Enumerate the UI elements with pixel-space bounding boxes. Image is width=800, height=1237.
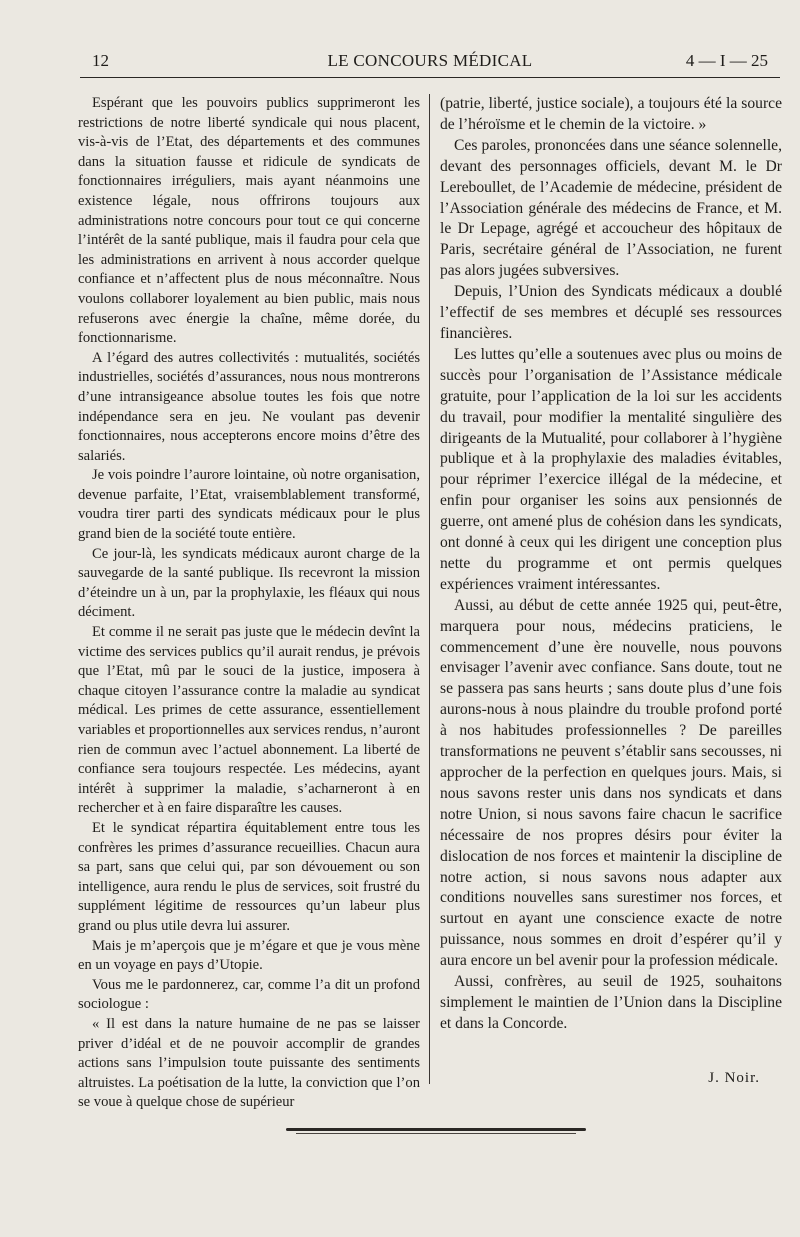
paragraph: Vous me le pardonnerez, car, comme l’a dit un profond sociologue : — [78, 976, 420, 1013]
closing-rule-thin — [296, 1133, 576, 1134]
running-head — [92, 50, 768, 72]
right-column — [440, 94, 782, 1035]
paragraph: Ce jour-là, les syndicats médicaux auront charge de la sauvegarde de la santé publique. Ils recevront la mission d’éteindre un à un, par la prophylaxie, les fléaux qui nous déciment. — [78, 545, 420, 621]
paragraph: Les luttes qu’elle a soutenues avec plus ou moins de succès pour l’organisation de l’Assistance médicale gratuite, pour l’application de la loi sur les accidents du travail, pour modifier la mentalité singulière des dirigeants de la Mutualité, pour collaborer à l’hygiène publique et à la prophylaxie des maladies évitables, pour réprimer l’exercice illégal de la médecine, et enfin pour organiser les soins aux pensionnés de guerre, ont amené plus de cohésion dans les syndicats, ont donné à ceux qui les dirigent une conception plus nette du programme et ont permis quelques expériences vraiment intéressantes. — [440, 345, 782, 593]
closing-rule — [286, 1128, 586, 1131]
paragraph: Je vois poindre l’aurore lointaine, où notre organisation, devenue parfaite, l’Etat, vraisemblablement transformé, voudra tirer parti des syndicats médicaux pour le plus grand bien de la société toute entière. — [78, 467, 420, 543]
quotation-paragraph: « Il est dans la nature humaine de ne pas se laisser priver d’idéal et de ne pouvoir accomplir de grandes actions sans l’impulsion toute puissante des sentiments altruistes. La poétisation de la lutte, la conviction que l’on se voue à quelque chose de supérieur — [78, 1015, 420, 1111]
paragraph: Et comme il ne serait pas juste que le médecin devînt la victime des services publics qu’il aurait rendus, je prévois que l’Etat, mû par le souci de la justice, imposera à chaque citoyen l’assurance contre la maladie au syndicat médical. Les primes de cette assurance, essentiellement variables et proportionnelles aux services rendus, n’auront rien de commun avec l’actuel abonnement. La liberté de confiance sera toujours respectée. Les médecins, ayant intérêt à supprimer la maladie, s’acharneront à en rechercher et à en faire disparaître les causes. — [78, 624, 420, 817]
paragraph: Ces paroles, prononcées dans une séance solennelle, devant des personnages officiels, devant M. le Dr Lereboullet, de l’Academie de médecine, président de l’Association générale des médecins de France, et M. le Dr Lepage, agrégé et accoucheur des hôpitaux de Paris, secrétaire général de l’Association, ne furent pas alors jugées subversives. — [440, 136, 782, 280]
paragraph: A l’égard des autres collectivités : mutualités, sociétés industrielles, sociétés d’assurances, nous nous montrerons d’une intransigeance absolue toutes les fois que notre indépendance sera en jeu. Ne voulant pas devenir fonctionnaires, nous accepterons encore moins d’être des salariés. — [78, 349, 420, 464]
paragraph: Et le syndicat répartira équitablement entre tous les confrères les primes d’assurance recueillies. Chacun aura sa part, sans que celui qui, par son dévouement ou son intelligence, aura rendu le plus de services, soit frustré du supplément légitime de ressources qu’un labeur plus grand ou plus utile devra lui assurer. — [78, 819, 420, 934]
author-signature: J. Noir. — [708, 1070, 760, 1086]
paragraph: Espérant que les pouvoirs publics supprimeront les restrictions de notre liberté syndicale qui nous placent, vis-à-vis de l’Etat, des départements et des communes dans la situation fausse et ridicule de syndicats de fonctionnaires irréguliers, mais ayant néanmoins une existence légale, nous offrirons toujours aux administrations notre concours pour tout ce qui concerne l’intérêt de la santé publique, mais il faudra pour cela que les administrations en arrivent à nous accorder quelque confiance et n’affectent plus de nous méconnaître. Nous voulons collaborer loyalement au bien public, mais nous refuserons avec énergie la chaîne, même dorée, du fonctionnarisme. — [78, 95, 420, 347]
issue-date: 4 — I — 25 — [685, 51, 768, 70]
paragraph: Mais je m’aperçois que je m’égare et que je vous mène en un voyage en pays d’Utopie. — [78, 937, 420, 974]
column-divider — [429, 94, 430, 1084]
quotation-continuation: (patrie, liberté, justice sociale), a toujours été la source de l’héroïsme et le chemin de la victoire. » — [440, 95, 782, 133]
paragraph: Aussi, au début de cette année 1925 qui, peut-être, marquera pour nous, médecins praticiens, le commencement d’une ère nouvelle, nous pouvons envisager l’avenir avec confiance. Sans doute, tout ne se passera pas sans heurts ; sans doute plus d’une fois aurons-nous à nous plaindre du trouble profond porté à nos habitudes professionnelles ? De pareilles transformations ne peuvent s’établir sans secousses, ni approcher de la perfection en quelques jours. Mais, si nous savons rester unis dans nos syndicats et dans notre Union, si nous savons faire chacun le sacrifice nécessaire de nos propres désirs pour éviter la dislocation de nos forces et maintenir la discipline de notre action, si nous savons nous adapter aux conditions nouvelles sans surestimer nos forces, et surtout en ayant une conscience exacte de notre puissance, nous sommes en droit d’espérer qu’il y aura encore un bel avenir pour la profession médicale. — [440, 596, 782, 970]
header-rule — [80, 77, 780, 78]
journal-title: LE CONCOURS MÉDICAL — [327, 51, 533, 70]
left-column — [78, 94, 420, 1113]
paragraph: Aussi, confrères, au seuil de 1925, souhaitons simplement le maintien de l’Union dans la Discipline et dans la Concorde. — [440, 973, 782, 1032]
paragraph: Depuis, l’Union des Syndicats médicaux a doublé l’effectif de ses membres et décuplé ses ressources financières. — [440, 283, 782, 342]
page-number: 12 — [92, 51, 109, 70]
